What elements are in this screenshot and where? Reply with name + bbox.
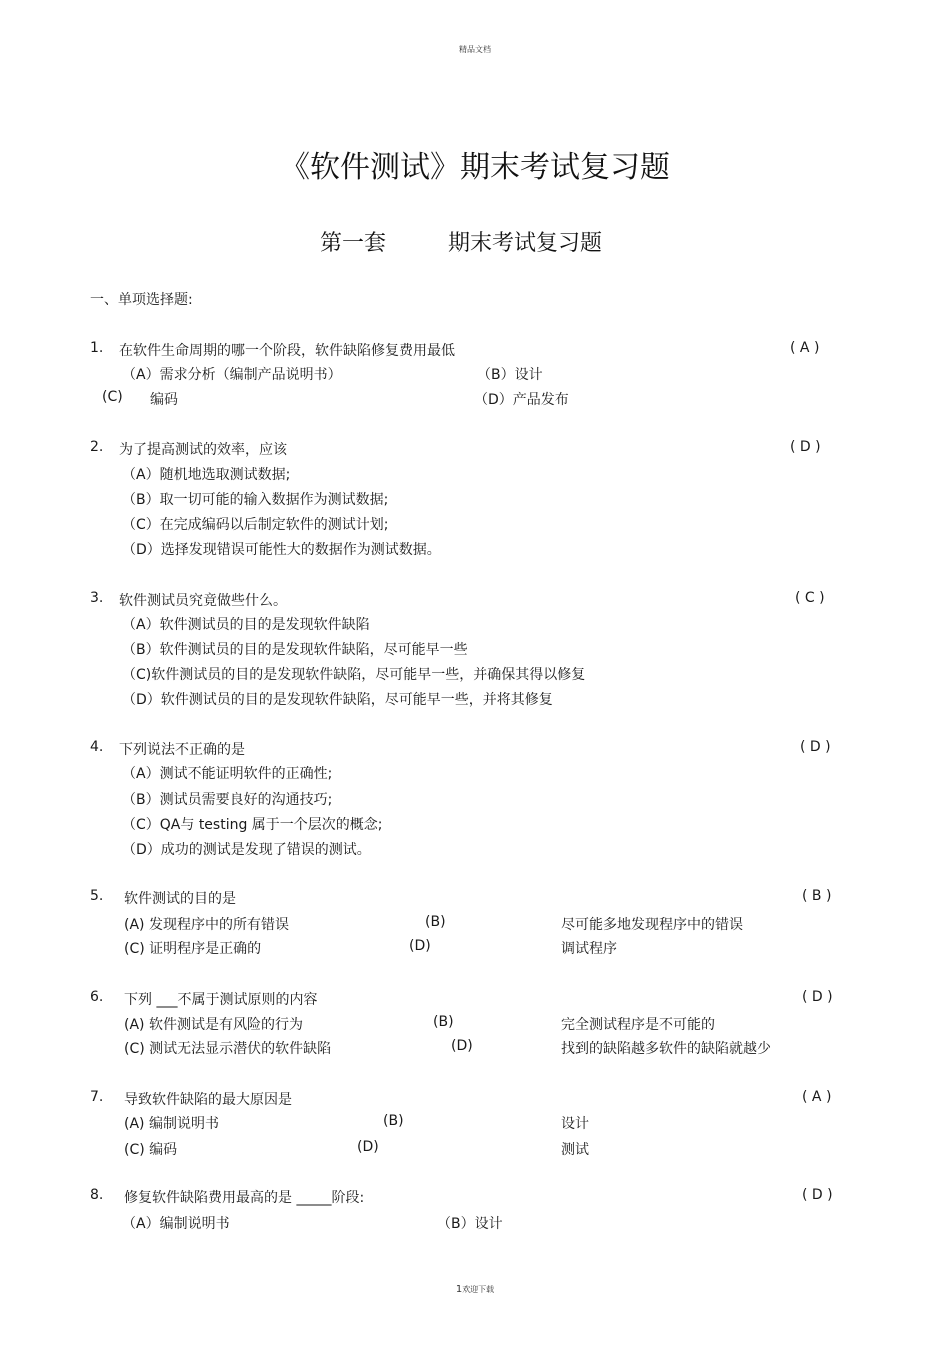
- question-answer: ( A ): [802, 1089, 832, 1105]
- question-number: 4.: [90, 739, 104, 755]
- option-c: （C）QA与 testing 属于一个层次的概念;: [122, 817, 383, 833]
- option-a: （A）需求分析（编制产品说明书）: [122, 367, 342, 383]
- question-number: 7.: [90, 1089, 104, 1105]
- option-b-label: (B): [425, 914, 446, 930]
- option-c: (C) 证明程序是正确的: [124, 941, 262, 957]
- option-b: （B）取一切可能的输入数据作为测试数据;: [122, 492, 389, 508]
- option-d: 找到的缺陷越多软件的缺陷就越少: [561, 1041, 771, 1057]
- option-d: 测试: [561, 1142, 589, 1158]
- question-text: 在软件生命周期的哪一个阶段，软件缺陷修复费用最低: [119, 343, 455, 359]
- question-number: 6.: [90, 989, 104, 1005]
- question-number: 2.: [90, 439, 104, 455]
- section-heading: 一、单项选择题:: [90, 292, 193, 308]
- question-text: 下列说法不正确的是: [119, 742, 245, 758]
- option-d-label: (D): [409, 938, 431, 954]
- option-b-label: (B): [433, 1014, 454, 1030]
- question-number: 8.: [90, 1187, 104, 1203]
- question-answer: ( D ): [802, 1187, 833, 1203]
- question-text: 修复软件缺陷费用最高的是 _____阶段:: [124, 1190, 365, 1206]
- option-d: （D）产品发布: [474, 392, 569, 408]
- option-d: 调试程序: [561, 941, 617, 957]
- option-c: （C)软件测试员的目的是发现软件缺陷，尽可能早一些，并确保其得以修复: [122, 667, 586, 683]
- document-subtitle: [320, 226, 602, 257]
- option-b: （B）设计: [477, 367, 543, 383]
- option-d: （D）软件测试员的目的是发现软件缺陷，尽可能早一些，并将其修复: [122, 692, 553, 708]
- page-header: 精品文档: [459, 45, 491, 54]
- question-answer: ( D ): [802, 989, 833, 1005]
- option-d: （D）成功的测试是发现了错误的测试。: [122, 842, 371, 858]
- option-b: （B）测试员需要良好的沟通技巧;: [122, 792, 333, 808]
- option-c: 编码: [150, 392, 178, 408]
- option-d: （D）选择发现错误可能性大的数据作为测试数据。: [122, 542, 441, 558]
- option-b: 设计: [561, 1116, 589, 1132]
- option-a: (A) 软件测试是有风险的行为: [124, 1017, 303, 1033]
- option-c: (C) 测试无法显示潜伏的软件缺陷: [124, 1041, 332, 1057]
- option-a: (A) 编制说明书: [124, 1116, 219, 1132]
- option-b: 完全测试程序是不可能的: [561, 1017, 715, 1033]
- question-number: 5.: [90, 888, 104, 904]
- question-number: 3.: [90, 590, 104, 606]
- option-a: （A）软件测试员的目的是发现软件缺陷: [122, 617, 370, 633]
- option-c: (C) 编码: [124, 1142, 178, 1158]
- question-answer: ( B ): [802, 888, 832, 904]
- option-a: （A）编制说明书: [122, 1216, 230, 1232]
- question-answer: ( C ): [795, 590, 825, 606]
- option-a: （A）随机地选取测试数据;: [122, 467, 291, 483]
- question-text: 软件测试员究竟做些什么。: [119, 593, 287, 609]
- subtitle-set: 第一套: [320, 231, 387, 256]
- option-b: （B）软件测试员的目的是发现软件缺陷，尽可能早一些: [122, 642, 468, 658]
- option-c-label: (C): [102, 389, 123, 405]
- page-number: 1: [455, 1284, 463, 1295]
- footer-text: 欢迎下载: [462, 1285, 495, 1294]
- question-text: 软件测试的目的是: [124, 891, 236, 907]
- page-footer: [0, 1284, 950, 1295]
- question-text: 为了提高测试的效率，应该: [119, 442, 287, 458]
- option-a: (A) 发现程序中的所有错误: [124, 917, 289, 933]
- option-d-label: (D): [357, 1139, 379, 1155]
- option-a: （A）测试不能证明软件的正确性;: [122, 766, 333, 782]
- option-d-label: (D): [451, 1038, 473, 1054]
- question-answer: ( D ): [800, 739, 831, 755]
- question-answer: ( D ): [790, 439, 821, 455]
- document-title: 《软件测试》期末考试复习题: [280, 150, 670, 185]
- subtitle-name: 期末考试复习题: [448, 231, 603, 256]
- option-b: （B）设计: [437, 1216, 503, 1232]
- option-c: （C）在完成编码以后制定软件的测试计划;: [122, 517, 389, 533]
- option-b: 尽可能多地发现程序中的错误: [561, 917, 743, 933]
- question-text: 下列 ___不属于测试原则的内容: [124, 992, 318, 1008]
- question-answer: ( A ): [790, 340, 820, 356]
- option-b-label: (B): [383, 1113, 404, 1129]
- question-number: 1.: [90, 340, 104, 356]
- question-text: 导致软件缺陷的最大原因是: [124, 1092, 292, 1108]
